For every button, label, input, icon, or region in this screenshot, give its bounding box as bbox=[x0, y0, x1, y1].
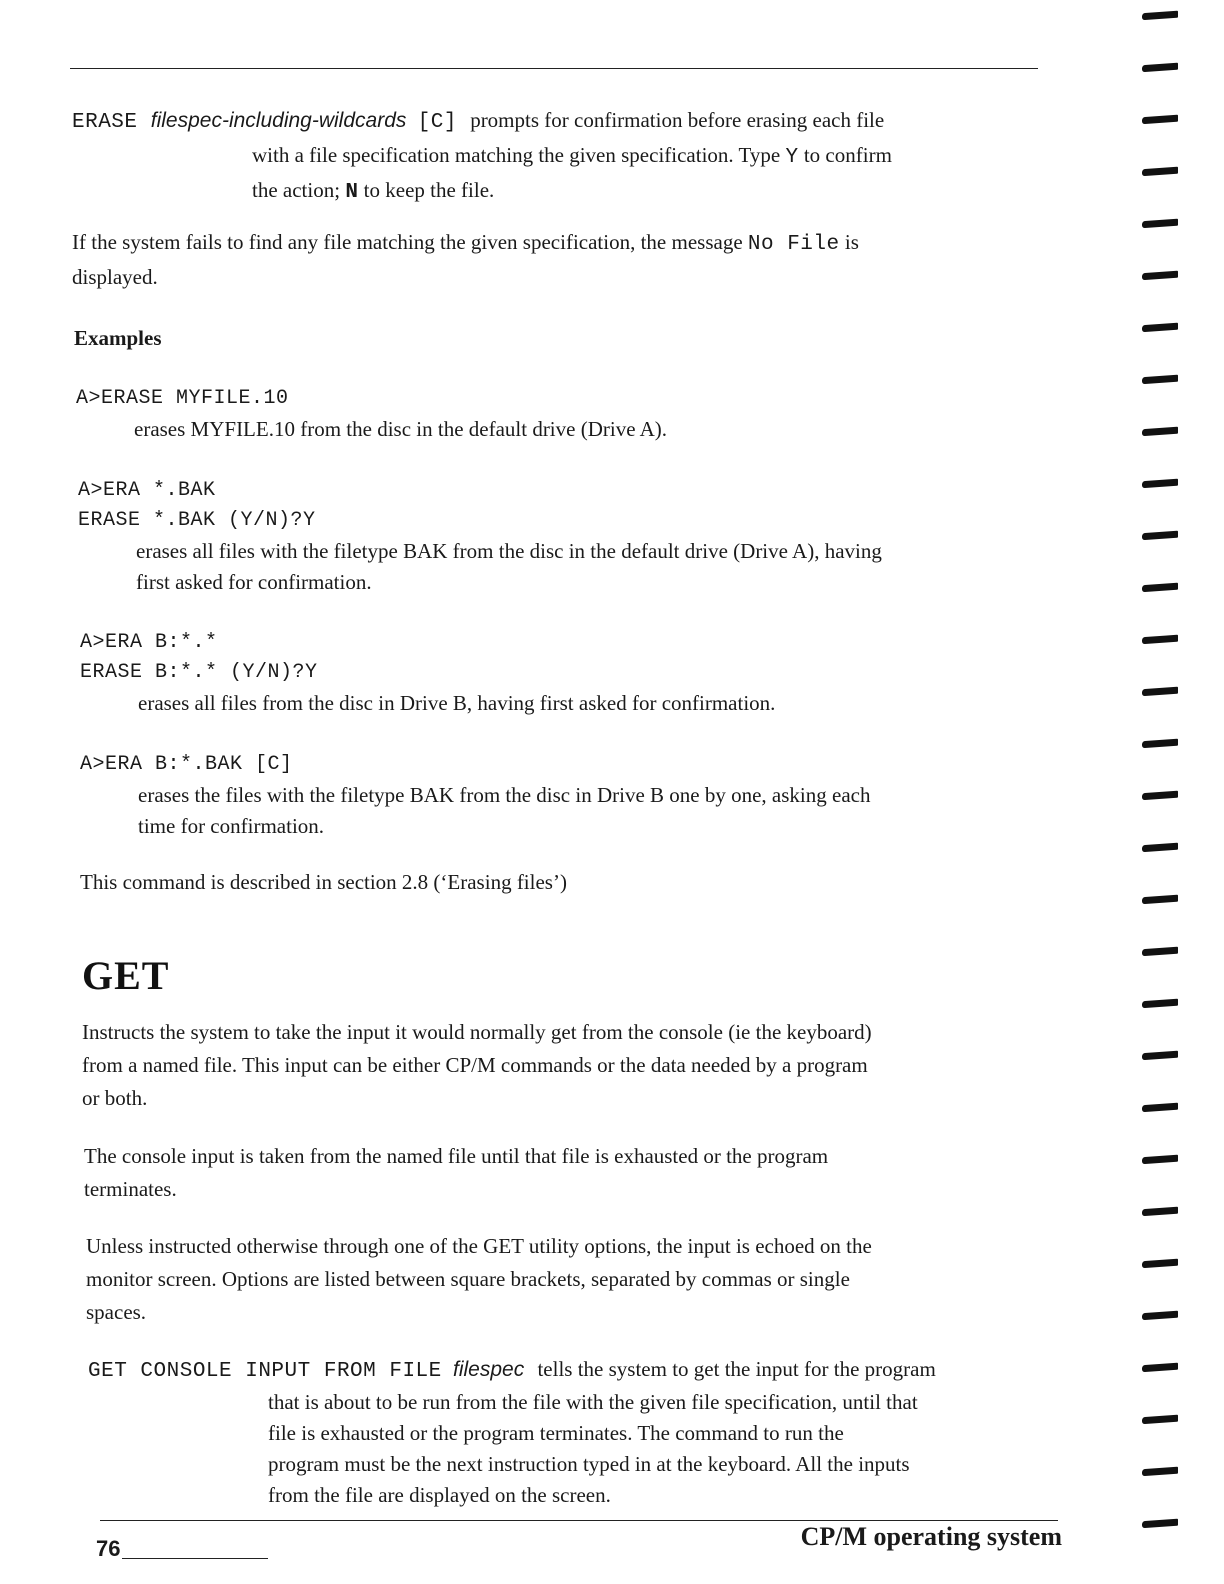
no-file-line-1 bbox=[72, 226, 1042, 261]
erase-desc-line-3 bbox=[72, 174, 1042, 209]
key-y: Y bbox=[785, 146, 799, 169]
binding-hole bbox=[1142, 999, 1178, 1009]
binding-hole bbox=[1142, 167, 1178, 177]
get-paragraph-3 bbox=[86, 1230, 1056, 1329]
get-console-entry bbox=[88, 1354, 1058, 1511]
get-console-desc-first: tells the system to get the input for the program bbox=[537, 1357, 936, 1381]
section-reference: This command is described in section 2.8 (‘Erasing files’) bbox=[80, 870, 567, 894]
erase-term-arg: filespec-including-wildcards bbox=[150, 109, 407, 132]
example-item bbox=[78, 476, 1058, 598]
binding-hole bbox=[1142, 1467, 1178, 1477]
get-console-desc-line: file is exhausted or the program terminates. The command to run the bbox=[268, 1421, 844, 1445]
get-p3-line: Unless instructed otherwise through one of the GET utility options, the input is echoed on the bbox=[86, 1234, 872, 1258]
get-console-term: GET CONSOLE INPUT FROM FILE bbox=[88, 1360, 442, 1383]
erase-term: ERASE bbox=[72, 111, 138, 134]
binding-hole bbox=[1142, 1415, 1178, 1425]
get-p1-line: from a named file. This input can be either CP/M commands or the data needed by a program bbox=[82, 1053, 868, 1077]
binding-hole bbox=[1142, 323, 1178, 333]
section-title-get: GET bbox=[82, 953, 170, 998]
example-description: first asked for confirmation. bbox=[136, 570, 372, 594]
example-command: ERASE *.BAK (Y/N)?Y bbox=[78, 509, 316, 532]
binding-hole bbox=[1142, 843, 1178, 853]
erase-term-opt: [C] bbox=[417, 111, 457, 134]
binding-hole bbox=[1142, 791, 1178, 801]
binding-hole bbox=[1142, 739, 1178, 749]
erase-desc-line-2 bbox=[72, 139, 1042, 174]
example-item bbox=[80, 750, 1060, 842]
binding-hole bbox=[1142, 1051, 1178, 1061]
erase-confirm-term-line bbox=[72, 104, 1042, 139]
binding-hole bbox=[1142, 1363, 1178, 1373]
binding-hole bbox=[1142, 427, 1178, 437]
get-p3-line: spaces. bbox=[86, 1300, 147, 1324]
binding-hole bbox=[1142, 1207, 1178, 1217]
binding-hole bbox=[1142, 583, 1178, 593]
binding-hole bbox=[1142, 219, 1178, 229]
binding-hole bbox=[1142, 11, 1178, 21]
example-command: ERASE B:*.* (Y/N)?Y bbox=[80, 661, 318, 684]
page-number: 76 bbox=[96, 1536, 121, 1561]
page-number-underline bbox=[122, 1558, 268, 1559]
binding-hole bbox=[1142, 271, 1178, 281]
example-description: erases MYFILE.10 from the disc in the default drive (Drive A). bbox=[134, 417, 668, 441]
spiral-binding bbox=[1128, 0, 1188, 1584]
key-n: N bbox=[345, 181, 359, 204]
example-command: A>ERA *.BAK bbox=[78, 479, 216, 502]
no-file-paragraph bbox=[72, 226, 1042, 294]
get-console-desc-line: from the file are displayed on the screen. bbox=[268, 1483, 611, 1507]
binding-hole bbox=[1142, 1103, 1178, 1113]
binding-hole bbox=[1142, 947, 1178, 957]
erase-desc-text: the action; bbox=[252, 178, 346, 202]
no-file-text: If the system fails to find any file matching the given specification, the message bbox=[72, 230, 748, 254]
binding-hole bbox=[1142, 63, 1178, 73]
footer-rule bbox=[100, 1520, 1058, 1521]
examples-heading: Examples bbox=[74, 326, 162, 350]
get-p2-line: The console input is taken from the named file until that file is exhausted or the program bbox=[84, 1144, 829, 1168]
binding-hole bbox=[1142, 1259, 1178, 1269]
footer-book-title: CP/M operating system bbox=[800, 1522, 1062, 1551]
example-description: time for confirmation. bbox=[138, 814, 325, 838]
get-p2-line: terminates. bbox=[84, 1177, 177, 1201]
example-item bbox=[76, 384, 1056, 445]
get-console-desc-line: program must be the next instruction typed in at the keyboard. All the inputs bbox=[268, 1452, 910, 1476]
get-p3-line: monitor screen. Options are listed between square brackets, separated by commas or single bbox=[86, 1267, 850, 1291]
get-console-desc-line: that is about to be run from the file with the given file specification, until that bbox=[268, 1390, 918, 1414]
no-file-message: No File bbox=[747, 233, 840, 256]
example-command: A>ERA B:*.* bbox=[80, 631, 218, 654]
binding-hole bbox=[1142, 687, 1178, 697]
get-console-term-line bbox=[88, 1354, 1058, 1387]
get-console-term-arg: filespec bbox=[453, 1358, 525, 1381]
binding-hole bbox=[1142, 375, 1178, 385]
get-p1-line: Instructs the system to take the input it would normally get from the console (ie the keyboard) bbox=[82, 1020, 872, 1044]
no-file-text: is bbox=[839, 230, 859, 254]
binding-hole bbox=[1142, 115, 1178, 125]
binding-hole bbox=[1142, 1519, 1178, 1529]
binding-hole bbox=[1142, 1311, 1178, 1321]
erase-desc-first: prompts for confirmation before erasing each file bbox=[470, 108, 885, 132]
get-paragraph-2 bbox=[84, 1140, 1054, 1206]
example-item bbox=[80, 628, 1060, 719]
erase-desc-text: with a file specification matching the given specification. Type bbox=[252, 143, 786, 167]
erase-confirm-entry bbox=[72, 104, 1042, 209]
example-description: erases all files from the disc in Drive B, having first asked for confirmation. bbox=[138, 691, 776, 715]
example-description: erases all files with the filetype BAK from the disc in the default drive (Drive A), having bbox=[136, 539, 882, 563]
example-command: A>ERASE MYFILE.10 bbox=[76, 387, 289, 410]
binding-hole bbox=[1142, 635, 1178, 645]
get-p1-line: or both. bbox=[82, 1086, 148, 1110]
binding-hole bbox=[1142, 531, 1178, 541]
erase-desc-text: to confirm bbox=[798, 143, 892, 167]
binding-hole bbox=[1142, 1155, 1178, 1165]
erase-desc-text: to keep the file. bbox=[358, 178, 495, 202]
get-paragraph-1 bbox=[82, 1016, 1052, 1115]
no-file-line-2: displayed. bbox=[72, 265, 158, 289]
example-command: A>ERA B:*.BAK [C] bbox=[80, 753, 293, 776]
example-description: erases the files with the filetype BAK from the disc in Drive B one by one, asking each bbox=[138, 783, 871, 807]
binding-hole bbox=[1142, 479, 1178, 489]
binding-hole bbox=[1142, 895, 1178, 905]
header-rule bbox=[70, 68, 1038, 69]
